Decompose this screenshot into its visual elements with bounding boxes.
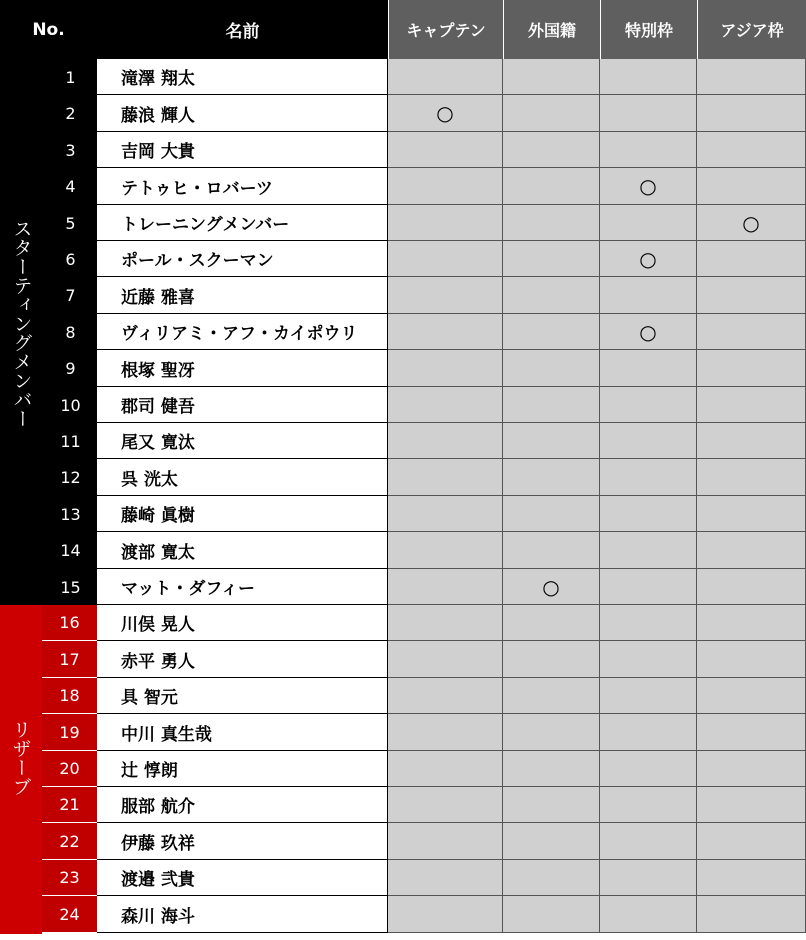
flag-asia <box>697 532 806 569</box>
flag-foreign <box>503 751 600 787</box>
flag-captain <box>388 314 503 350</box>
flag-captain <box>388 787 503 823</box>
player-number: 6 <box>44 241 97 277</box>
flag-asia <box>697 678 806 714</box>
flag-asia <box>697 132 806 168</box>
flag-captain <box>388 678 503 714</box>
flag-captain <box>388 532 503 569</box>
flag-foreign <box>503 95 600 132</box>
flag-captain <box>388 132 503 168</box>
flag-foreign <box>503 532 600 569</box>
flag-foreign <box>503 350 600 387</box>
flag-asia <box>697 569 806 605</box>
flag-foreign: ○ <box>503 569 600 605</box>
player-number: 22 <box>42 823 97 860</box>
flag-captain <box>388 751 503 787</box>
flag-captain <box>388 241 503 277</box>
flag-special <box>600 205 697 241</box>
flag-foreign <box>503 787 600 823</box>
flag-asia <box>697 823 806 860</box>
player-name: 郡司 健吾 <box>97 387 388 423</box>
player-number: 14 <box>44 532 97 569</box>
flag-captain <box>388 205 503 241</box>
header-no: No. <box>0 0 97 59</box>
player-number: 4 <box>44 168 97 205</box>
flag-special: ○ <box>600 168 697 205</box>
flag-foreign <box>503 459 600 496</box>
flag-special <box>600 787 697 823</box>
flag-asia <box>697 787 806 823</box>
player-name: 呉 洸太 <box>97 459 388 496</box>
flag-special <box>600 132 697 168</box>
player-number: 19 <box>42 714 97 751</box>
player-number: 13 <box>44 496 97 532</box>
flag-asia <box>697 95 806 132</box>
flag-special <box>600 569 697 605</box>
flag-asia <box>697 387 806 423</box>
player-number: 8 <box>44 314 97 350</box>
player-number: 12 <box>44 459 97 496</box>
flag-special <box>600 605 697 641</box>
flag-foreign <box>503 678 600 714</box>
flag-asia <box>697 896 806 933</box>
flag-captain <box>388 423 503 459</box>
flag-foreign <box>503 241 600 277</box>
flag-captain <box>388 387 503 423</box>
header-name: 名前 <box>97 0 388 59</box>
player-name: 川俣 晃人 <box>97 605 388 641</box>
flag-foreign <box>503 314 600 350</box>
header-foreign: 外国籍 <box>503 0 600 59</box>
flag-captain <box>388 168 503 205</box>
player-name: 藤浪 輝人 <box>97 95 388 132</box>
group-label-starting: スターティングメンバー <box>0 59 44 605</box>
player-name: トレーニングメンバー <box>97 205 388 241</box>
flag-special: ○ <box>600 314 697 350</box>
player-name: 渡部 寛太 <box>97 532 388 569</box>
group-label-reserve: リザーブ <box>0 605 42 934</box>
flag-asia <box>697 423 806 459</box>
player-name: 滝澤 翔太 <box>97 59 388 95</box>
player-name: 赤平 勇人 <box>97 641 388 678</box>
player-number: 24 <box>42 896 97 933</box>
flag-foreign <box>503 59 600 95</box>
player-name: 藤崎 眞樹 <box>97 496 388 532</box>
flag-special <box>600 678 697 714</box>
flag-captain <box>388 459 503 496</box>
flag-special <box>600 641 697 678</box>
flag-special <box>600 277 697 314</box>
flag-special <box>600 532 697 569</box>
flag-special <box>600 496 697 532</box>
player-number: 20 <box>42 751 97 787</box>
flag-foreign <box>503 641 600 678</box>
flag-captain <box>388 59 503 95</box>
flag-asia <box>697 641 806 678</box>
player-number: 17 <box>42 641 97 678</box>
flag-asia <box>697 496 806 532</box>
flag-captain <box>388 569 503 605</box>
player-number: 2 <box>44 95 97 132</box>
flag-asia <box>697 605 806 641</box>
player-number: 1 <box>44 59 97 95</box>
player-name: マット・ダフィー <box>97 569 388 605</box>
flag-foreign <box>503 132 600 168</box>
player-name: 森川 海斗 <box>97 896 388 933</box>
flag-foreign <box>503 823 600 860</box>
flag-foreign <box>503 496 600 532</box>
player-name: 中川 真生哉 <box>97 714 388 751</box>
flag-foreign <box>503 605 600 641</box>
flag-captain <box>388 496 503 532</box>
player-name: 具 智元 <box>97 678 388 714</box>
flag-foreign <box>503 896 600 933</box>
flag-asia: ○ <box>697 205 806 241</box>
flag-foreign <box>503 205 600 241</box>
player-name: テトゥヒ・ロバーツ <box>97 168 388 205</box>
player-name: 吉岡 大貴 <box>97 132 388 168</box>
flag-captain: ○ <box>388 95 503 132</box>
player-name: 根塚 聖冴 <box>97 350 388 387</box>
flag-asia <box>697 277 806 314</box>
player-name: ヴィリアミ・アフ・カイポウリ <box>97 314 388 350</box>
player-name: 近藤 雅喜 <box>97 277 388 314</box>
player-number: 5 <box>44 205 97 241</box>
flag-captain <box>388 350 503 387</box>
flag-special <box>600 387 697 423</box>
flag-captain <box>388 277 503 314</box>
flag-special <box>600 896 697 933</box>
player-number: 18 <box>42 678 97 714</box>
flag-captain <box>388 896 503 933</box>
flag-asia <box>697 860 806 896</box>
flag-asia <box>697 751 806 787</box>
flag-asia <box>697 168 806 205</box>
flag-special <box>600 823 697 860</box>
header-special: 特別枠 <box>600 0 697 59</box>
flag-special: ○ <box>600 241 697 277</box>
player-number: 11 <box>44 423 97 459</box>
player-number: 10 <box>44 387 97 423</box>
flag-special <box>600 714 697 751</box>
player-number: 16 <box>42 605 97 641</box>
flag-captain <box>388 605 503 641</box>
flag-special <box>600 95 697 132</box>
flag-foreign <box>503 860 600 896</box>
flag-special <box>600 350 697 387</box>
header-captain: キャプテン <box>388 0 503 59</box>
flag-foreign <box>503 423 600 459</box>
flag-special <box>600 860 697 896</box>
player-number: 21 <box>42 787 97 823</box>
flag-foreign <box>503 277 600 314</box>
player-number: 23 <box>42 860 97 896</box>
flag-asia <box>697 314 806 350</box>
flag-asia <box>697 350 806 387</box>
player-name: 辻 惇朗 <box>97 751 388 787</box>
flag-asia <box>697 59 806 95</box>
player-name: 伊藤 玖祥 <box>97 823 388 860</box>
flag-foreign <box>503 168 600 205</box>
flag-captain <box>388 714 503 751</box>
flag-foreign <box>503 387 600 423</box>
player-number: 7 <box>44 277 97 314</box>
flag-asia <box>697 459 806 496</box>
player-name: 渡邉 弐貴 <box>97 860 388 896</box>
flag-asia <box>697 714 806 751</box>
flag-special <box>600 423 697 459</box>
flag-captain <box>388 641 503 678</box>
flag-special <box>600 459 697 496</box>
flag-asia <box>697 241 806 277</box>
player-name: 尾又 寛汰 <box>97 423 388 459</box>
header-asia: アジア枠 <box>697 0 806 59</box>
player-number: 9 <box>44 350 97 387</box>
flag-special <box>600 59 697 95</box>
player-name: 服部 航介 <box>97 787 388 823</box>
flag-captain <box>388 823 503 860</box>
player-number: 15 <box>44 569 97 605</box>
flag-foreign <box>503 714 600 751</box>
player-number: 3 <box>44 132 97 168</box>
player-name: ポール・スクーマン <box>97 241 388 277</box>
flag-special <box>600 751 697 787</box>
flag-captain <box>388 860 503 896</box>
